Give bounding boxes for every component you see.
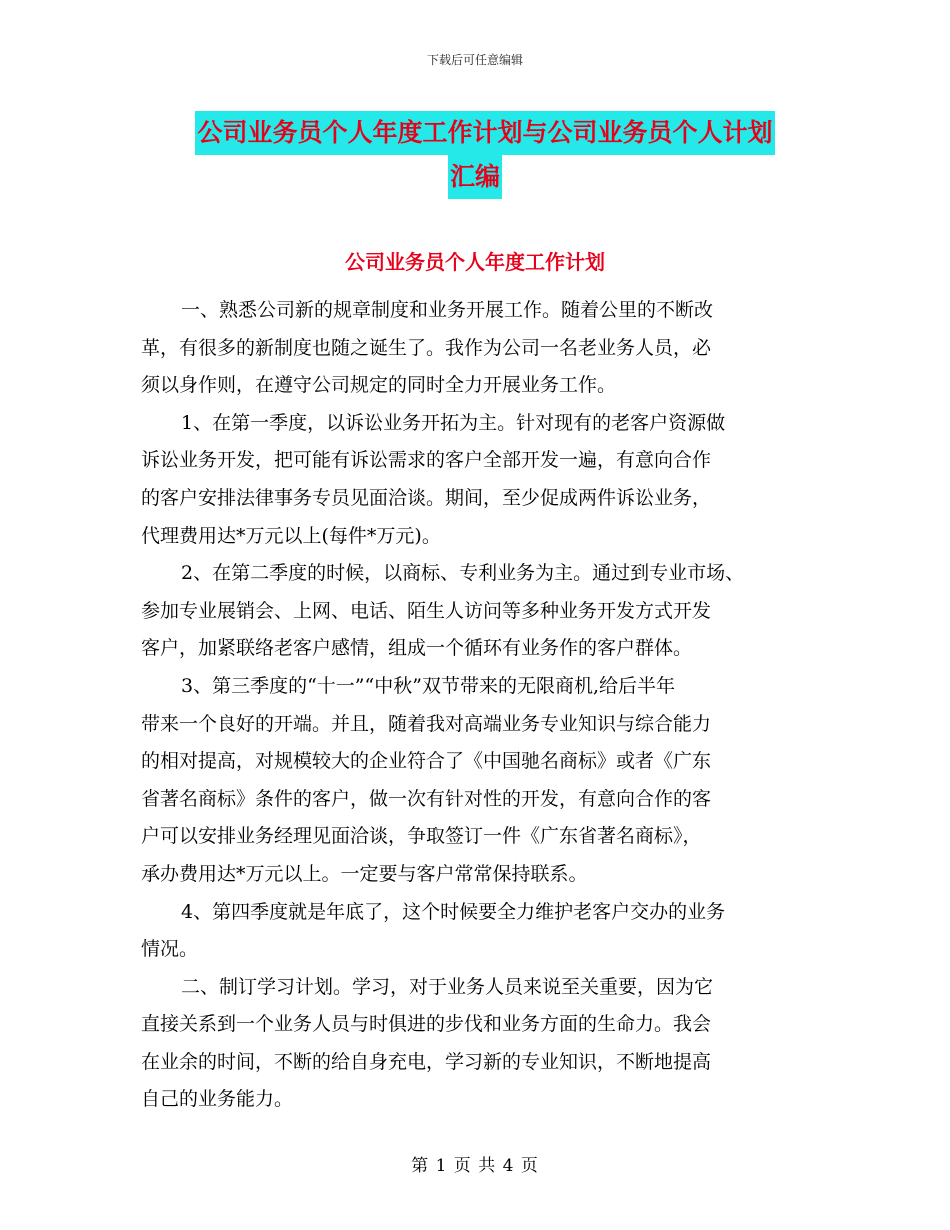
page-footer: 第 1 页 共 4 页 bbox=[411, 1156, 539, 1176]
text-line: 诉讼业务开发，把可能有诉讼需求的客户全部开发一遍，有意向合作 bbox=[141, 449, 712, 472]
text-line: 4、第四季度就是年底了，这个时候要全力维护老客户交办的业务 bbox=[181, 900, 726, 923]
paragraph-1 bbox=[141, 292, 831, 405]
paragraph-3 bbox=[141, 555, 831, 668]
text-line: 代理费用达*万元以上(每件*万元)。 bbox=[141, 524, 441, 547]
title-line-1: 公司业务员个人年度工作计划与公司业务员个人计划 bbox=[195, 111, 774, 155]
text-line: 客户，加紧联络老客户感情，组成一个循环有业务作的客户群体。 bbox=[141, 637, 693, 660]
text-line: 在业余的时间，不断的给自身充电，学习新的专业知识，不断地提高 bbox=[141, 1050, 712, 1073]
text-line: 户可以安排业务经理见面洽谈，争取签订一件《广东省著名商标》， bbox=[141, 825, 702, 848]
text-line: 1、在第一季度，以诉讼业务开拓为主。针对现有的老客户资源做 bbox=[181, 411, 726, 434]
text-line: 一、熟悉公司新的规章制度和业务开展工作。随着公里的不断改 bbox=[181, 299, 714, 321]
page-header: 下载后可任意编辑 bbox=[426, 53, 523, 67]
paragraph-6 bbox=[141, 969, 831, 1119]
text-line: 革，有很多的新制度也随之诞生了。我作为公司一名老业务人员，必 bbox=[141, 336, 712, 359]
paragraph-4 bbox=[141, 668, 831, 894]
document-body bbox=[141, 292, 831, 1119]
text-line: 须以身作则，在遵守公司规定的同时全力开展业务工作。 bbox=[141, 374, 617, 397]
paragraph-2 bbox=[141, 405, 831, 555]
text-line: 的客户安排法律事务专员见面洽谈。期间，至少促成两件诉讼业务， bbox=[141, 486, 712, 509]
text-line: 自己的业务能力。 bbox=[141, 1088, 294, 1111]
title-line-2: 汇编 bbox=[448, 155, 502, 199]
text-line: 二、制订学习计划。学习，对于业务人员来说至关重要，因为它 bbox=[181, 975, 714, 998]
paragraph-5 bbox=[141, 894, 831, 969]
text-line: 2、在第二季度的时候，以商标、专利业务为主。通过到专业市场、 bbox=[181, 562, 745, 585]
section-heading: 公司业务员个人年度工作计划 bbox=[345, 250, 605, 274]
text-line: 3、第三季度的“十一”“中秋”双节带来的无限商机,给后半年 bbox=[181, 674, 675, 697]
text-line: 承办费用达*万元以上。一定要与客户常常保持联系。 bbox=[141, 862, 588, 885]
text-line: 省著名商标》条件的客户，做一次有针对性的开发，有意向合作的客 bbox=[141, 787, 712, 810]
document-title bbox=[0, 111, 950, 199]
text-line: 带来一个良好的开端。并且，随着我对高端业务专业知识与综合能力 bbox=[141, 712, 712, 735]
text-line: 参加专业展销会、上网、电话、陌生人访问等多种业务开发方式开发 bbox=[141, 599, 712, 622]
text-line: 直接关系到一个业务人员与时俱进的步伐和业务方面的生命力。我会 bbox=[141, 1013, 712, 1036]
text-line: 情况。 bbox=[141, 938, 199, 961]
text-line: 的相对提高，对规模较大的企业符合了《中国驰名商标》或者《广东 bbox=[141, 750, 712, 773]
